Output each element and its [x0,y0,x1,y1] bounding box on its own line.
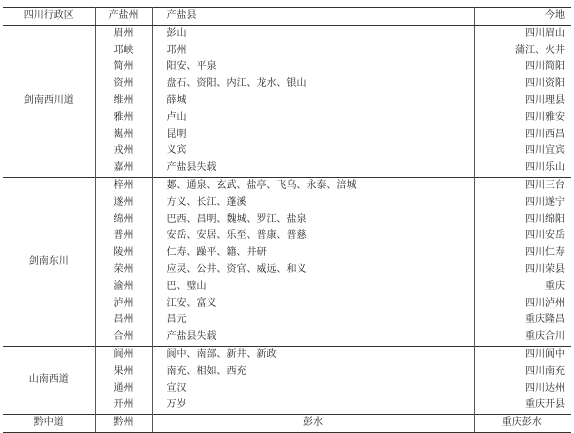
zhou-cell: 阆州 [95,346,152,363]
table-row [3,25,571,42]
zhou-cell: 资州 [95,76,152,93]
today-cell: 四川资阳 [525,78,565,90]
xian-cell: 万岁 [152,397,474,414]
xian-cell: 彭水 [152,415,474,433]
today-cell: 蒲江、火井 [515,44,565,56]
header-zhou: 产盐州 [95,8,152,26]
zhou-cell: 普州 [95,228,152,245]
today-cell: 四川理县 [525,94,565,106]
today-cell: 四川阆中 [474,346,571,363]
xian-cell: 巴、璧山 [152,279,474,296]
xian-cell: 阳安、平泉 [152,59,474,76]
xian-cell: 阆中、南部、新井、新政 [152,346,474,363]
today-cell: 四川南充 [525,365,565,377]
today-cell: 重庆彭水 [474,415,571,433]
xian-cell: 安岳、安居、乐至、普康、普慈 [152,228,474,245]
zhou-cell: 嘉州 [95,160,152,177]
zhou-cell: 黔州 [95,415,152,433]
header-xian: 产盐县 [152,8,474,26]
zhou-cell: 遂州 [95,195,152,212]
header-today: 今地 [474,8,571,26]
zhou-cell: 戎州 [95,143,152,160]
xian-cell: 昆明 [152,127,474,144]
xian-cell: 产盐县失载 [152,329,474,346]
today-cell: 四川简阳 [525,61,565,73]
today-cell: 重庆 [545,280,565,292]
xian-cell: 江安、富义 [152,296,474,313]
xian-cell: 盘石、资阳、内江、龙水、银山 [152,76,474,93]
today-cell: 四川泸州 [525,297,565,309]
xian-cell: 彭山 [152,25,474,42]
today-cell: 四川宜宾 [525,145,565,157]
xian-cell: 薛城 [152,93,474,110]
xian-cell: 南充、相如、西充 [152,364,474,381]
today-cell: 四川安岳 [525,230,565,242]
salt-production-table [3,7,571,433]
today-cell: 重庆开县 [525,399,565,411]
zhou-cell: 合州 [95,329,152,346]
region-cell: 山南西道 [3,346,95,414]
table-row [3,177,571,194]
zhou-cell: 果州 [95,364,152,381]
today-cell: 四川仁寿 [525,247,565,259]
zhou-cell: 简州 [95,59,152,76]
xian-cell: 宣汉 [152,381,474,398]
xian-cell: 义宾 [152,143,474,160]
zhou-cell: 荣州 [95,262,152,279]
zhou-cell: 渝州 [95,279,152,296]
zhou-cell: 眉州 [95,25,152,42]
today-cell: 四川绵阳 [525,213,565,225]
region-cell: 黔中道 [3,415,95,433]
zhou-cell: 雅州 [95,110,152,127]
zhou-cell: 昌州 [95,312,152,329]
header-region: 四川行政区 [3,8,95,26]
zhou-cell: 梓州 [95,177,152,194]
xian-cell: 应灵、公井、资官、威远、和义 [152,262,474,279]
zhou-cell: 泸州 [95,296,152,313]
zhou-cell: 陵州 [95,245,152,262]
xian-cell: 产盐县失载 [152,160,474,177]
header-row [3,8,571,26]
today-cell: 四川三台 [474,177,571,194]
today-cell: 重庆合川 [525,331,565,343]
xian-cell: 郪、通泉、玄武、盐亭、飞乌、永泰、涪城 [152,177,474,194]
xian-cell: 方义、长江、蓬溪 [152,195,474,212]
zhou-cell: 通州 [95,381,152,398]
table-row [3,415,571,433]
xian-cell: 邛州 [152,43,474,60]
table-row [3,346,571,363]
today-cell: 四川眉山 [474,25,571,42]
xian-cell: 仁寿、躁平、籍、井研 [152,245,474,262]
today-cell: 四川乐山 [525,162,565,174]
xian-cell: 昌元 [152,312,474,329]
today-cell: 四川西昌 [525,128,565,140]
today-cell: 四川雅安 [525,111,565,123]
region-cell: 剑南西川道 [3,25,95,177]
today-cell: 四川遂宁 [525,196,565,208]
today-cell: 四川达州 [525,382,565,394]
zhou-cell: 开州 [95,397,152,414]
zhou-cell: 维州 [95,93,152,110]
zhou-cell: 嶲州 [95,127,152,144]
today-cell: 四川荣县 [525,263,565,275]
region-cell: 剑南东川 [3,177,95,346]
zhou-cell: 邛峡 [95,43,152,60]
zhou-cell: 绵州 [95,212,152,229]
xian-cell: 卢山 [152,110,474,127]
today-cell: 重庆隆昌 [525,314,565,326]
xian-cell: 巴西、昌明、魏城、罗江、盐泉 [152,212,474,229]
